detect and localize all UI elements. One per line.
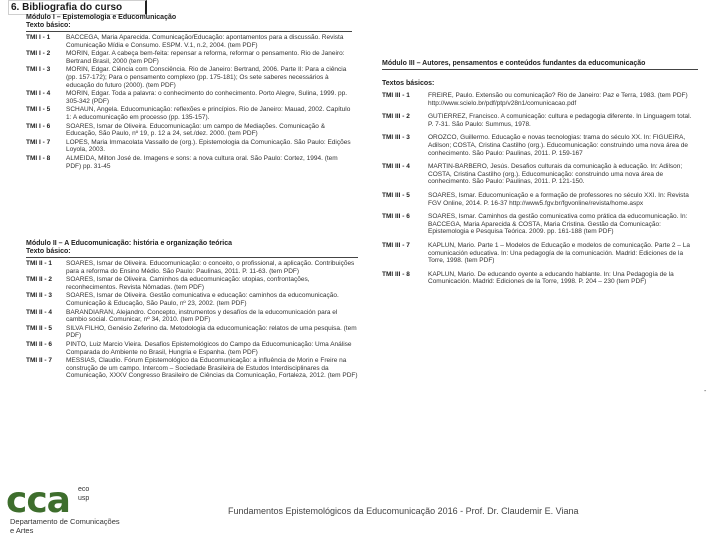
bibliography-entry [382, 213, 698, 236]
logo-brand: cca [6, 480, 70, 521]
entry-text: SOARES, Ismar. Caminhos da gestão comunicativa como prática da educomunicação. In: BACCEGA, Maria Aparecida & COSTA, Maria Cristina. Gestão da Comunicação: Epistemologia e Pesquisa Teórica. 2009. pp. 161-188 (tem PDF) [428, 213, 688, 236]
logo-eco: eco [78, 486, 90, 493]
bibliography-entry [26, 50, 352, 65]
entry-text: SOARES, Ismar de Oliveira. Gestão comunicativa e educação: caminhos da educomunicação. Comunicação & Educação, São Paulo, nº 23, 2002. (tem PDF) [66, 292, 339, 307]
entry-code: TMI II - 3 [26, 292, 52, 300]
bibliography-entry [26, 123, 352, 138]
bibliography-entry [382, 192, 698, 207]
module-divider [26, 31, 352, 32]
module-title: Módulo I – Epistemologia e Educomunicação [26, 14, 177, 21]
entry-text: MORIN, Edgar. Ciência com Consciência. Rio de Janeiro: Bertrand, 2006. Parte II: Para a ciência (pp. 157-172); Para o pensamento complexo (pp. 175-181); Os sete saberes necessários à educação do futuro (2000). (tem PDF) [66, 66, 347, 89]
entry-code: TMI II - 7 [26, 357, 52, 365]
module-subtitle: Texto básico: [26, 22, 71, 29]
module-3-block [382, 60, 698, 380]
entry-code: TMI III - 5 [382, 191, 410, 199]
module-title: Módulo III – Autores, pensamentos e conteúdos fundantes da educomunicação [382, 60, 646, 67]
side-mark: - [704, 388, 707, 395]
logo-department: Departamento de Comunicações e Artes [10, 517, 120, 535]
bibliography-entry [26, 276, 358, 291]
entry-code: TMI III - 4 [382, 163, 410, 171]
bibliography-entry [26, 139, 352, 154]
entry-code: TMI I - 7 [26, 138, 51, 146]
entry-text: BACCEGA, Maria Aparecida. Comunicação/Educação: apontamentos para a discussão. Revista Comunicação Mídia e Consumo. ESPM. V.1, n.2, 2004. (tem PDF) [66, 34, 344, 49]
bibliography-entry [382, 163, 698, 186]
entry-text: SCHAUN, Angela. Educomunicação: reflexões e princípios. Rio de Janeiro: Mauad, 2002. Capítulo 1: A educomunicação em processo (pp. 135-157). [66, 106, 351, 121]
bibliography-list [26, 34, 352, 170]
page-title: 6. Bibliografia do curso [8, 0, 147, 15]
entry-text: LOPES, Maria Immacolata Vassallo de (org.). Epistemologia da Comunicação. São Paulo: Edições Loyola, 2003. [66, 138, 351, 154]
entry-code: TMI III - 3 [382, 134, 410, 142]
entry-code: TMI I - 8 [26, 154, 51, 162]
bibliography-list [26, 260, 358, 380]
bibliography-entry [26, 309, 358, 324]
module-divider [26, 257, 358, 258]
module-title: Módulo II – A Educomunicação: história e organização teórica [26, 240, 233, 247]
bibliography-entry [26, 292, 358, 307]
bibliography-entry [26, 325, 358, 340]
bibliography-entry [382, 242, 698, 265]
bibliography-entry [26, 260, 358, 275]
bibliography-entry [26, 341, 358, 356]
bibliography-entry [382, 271, 698, 286]
entry-text: OROZCO, Guillermo. Educação e novas tecnologias: trama do século XX. In: FIGUEIRA, Adilson; COSTA, Cristina Castilho (org.). Educomunicação: construindo uma nova área de conhecimento. São Paulo: Paulinas, 2011. P. 159-167 [428, 134, 689, 157]
module-1-block [26, 14, 352, 246]
entry-code: TMI I - 1 [26, 34, 51, 41]
module-2-block [26, 240, 358, 474]
entry-text: KAPLÚN, Mario. De educando oyente a educando hablante. In: Una Pedagogía de la Comunicación. Madrid: Ediciones de la Torre, 1998. P. 204 – 230 (tem PDF) [428, 270, 674, 286]
entry-text: PINTO, Luiz Marcio Vieira. Desafios Epistemológicos do Campo da Educomunicação: Uma Análise Comparada do Ambiente no Brasil, Hungria e Espanha. (tem PDF) [66, 340, 352, 356]
entry-text: SOARES, Ismar. Educomunicação e a formação de professores no século XXI. In: Revista FGV Online, 2014. P. 16-37 http://www5.fgv.br/fgvonline/revista/home.aspx [428, 191, 689, 207]
entry-text: ALMEIDA, Milton José de. Imagens e sons: a nova cultura oral. São Paulo: Cortez, 1994. (tem PDF) pp. 31-45 [66, 154, 338, 170]
entry-code: TMI III - 2 [382, 113, 410, 121]
entry-text: FREIRE, Paulo. Extensão ou comunicação? Rio de Janeiro: Paz e Terra, 1983. (tem PDF) http://www.scielo.br/pdf/ptp/v28n1/comunicacao.pdf [428, 92, 688, 107]
entry-text: MESSIAS, Claudio. Fórum Epistemológico da Educomunicação: a influência de Morin e Freire na construção de um campo. Intercom – Sociedade Brasileira de Estudos Interdisciplinares da Comunicação, XXXV Congresso Brasileiro de Ciências da Comunicação, Fortaleza, 2012. (tem PDF) [66, 357, 358, 380]
entry-code: TMI II - 6 [26, 340, 52, 348]
entry-text: MORIN, Edgar. Toda a palavra: o conhecimento do conhecimento. Porto Alegre, Sulina, 1999. pp. 305-342 (PDF) [66, 90, 347, 105]
entry-code: TMI II - 1 [26, 260, 52, 267]
entry-text: SILVA FILHO, Genésio Zeferino da. Metodologia da educomunicação: relatos de uma pesquisa. (tem PDF) [66, 324, 357, 340]
bibliography-entry [382, 113, 698, 128]
entry-text: KAPLÚN, Mario. Parte 1 – Modelos de Educação e modelos de comunicação. Parte 2 – La comunicación educativa. In: Una pedagogía de la comunicación. Madrid: Ediciones de la Torre, 1998. (tem PDF) [428, 241, 690, 265]
entry-code: TMI II - 4 [26, 308, 52, 316]
entry-code: TMI I - 6 [26, 122, 51, 130]
entry-text: MORIN, Edgar. A cabeça bem-feita: repensar a reforma, reformar o pensamento. Rio de Janeiro: Bertrand Brasil, 2000 (tem PDF) [66, 50, 345, 65]
entry-code: TMI III - 6 [382, 213, 410, 221]
cca-logo [6, 482, 126, 538]
entry-code: TMI II - 5 [26, 324, 52, 332]
entry-text: SOARES, Ismar de Oliveira. Educomunicação: o conceito, o profissional, a aplicação. Contribuições para a reforma do Ensino Médio. São Paulo: Paulinas, 2011. P. 11-63. (tem PDF) [66, 260, 355, 275]
entry-text: MARTIN-BARBERO, Jesús. Desafios culturais da comunicação à educação. In: Adilson; COSTA, Cristina Castilho (org.). Educomunicação: construindo uma nova área de conhecimento. São Paulo: Paulinas, 2011. P. 121-150. [428, 163, 683, 186]
entry-text: GUTIÉRREZ, Francisco. A comunicação: cultura e pedagogia diferente. In Linguagem total. P. 7-31. São Paulo: Summus, 1978. [428, 113, 692, 128]
entry-code: TMI I - 2 [26, 50, 51, 58]
bibliography-entry [26, 66, 352, 89]
footer-text: Fundamentos Epistemológicos da Educomunicação 2016 - Prof. Dr. Claudemir E. Viana [228, 506, 579, 516]
module-divider [382, 69, 698, 70]
module-subtitle: Textos básicos: [382, 80, 435, 87]
logo-usp: usp [78, 495, 90, 502]
entry-code: TMI III - 7 [382, 241, 410, 249]
bibliography-entry [382, 134, 698, 157]
bibliography-list [382, 92, 698, 286]
bibliography-entry [26, 106, 352, 121]
entry-code: TMI I - 5 [26, 106, 51, 114]
entry-code: TMI I - 3 [26, 66, 51, 74]
entry-code: TMI I - 4 [26, 90, 51, 98]
bibliography-entry [26, 155, 352, 170]
bibliography-entry [26, 34, 352, 49]
entry-text: BARANDIARÁN, Alejandro. Concepto, instrumentos y desafíos de la educomunicación para el cambio social. Comunicar, nº 34, 2010. (tem PDF) [66, 308, 338, 324]
entry-code: TMI II - 2 [26, 276, 52, 284]
bibliography-entry [26, 357, 358, 380]
bibliography-entry [382, 92, 698, 107]
entry-text: SOARES, Ismar de Oliveira. Caminhos da educomunicação: utopias, confrontações, reconhecimentos. Revista Nômadas. (tem PDF) [66, 276, 310, 291]
module-subtitle: Texto básico: [26, 248, 71, 255]
entry-text: SOARES, Ismar de Oliveira. Educomunicação: um campo de Mediações. Comunicação & Educação, São Paulo, nº 19, p. 12 a 24, set./dez. 2000. (tem PDF) [66, 122, 326, 138]
entry-code: TMI III - 8 [382, 270, 410, 278]
bibliography-entry [26, 90, 352, 105]
entry-code: TMI III - 1 [382, 92, 410, 99]
